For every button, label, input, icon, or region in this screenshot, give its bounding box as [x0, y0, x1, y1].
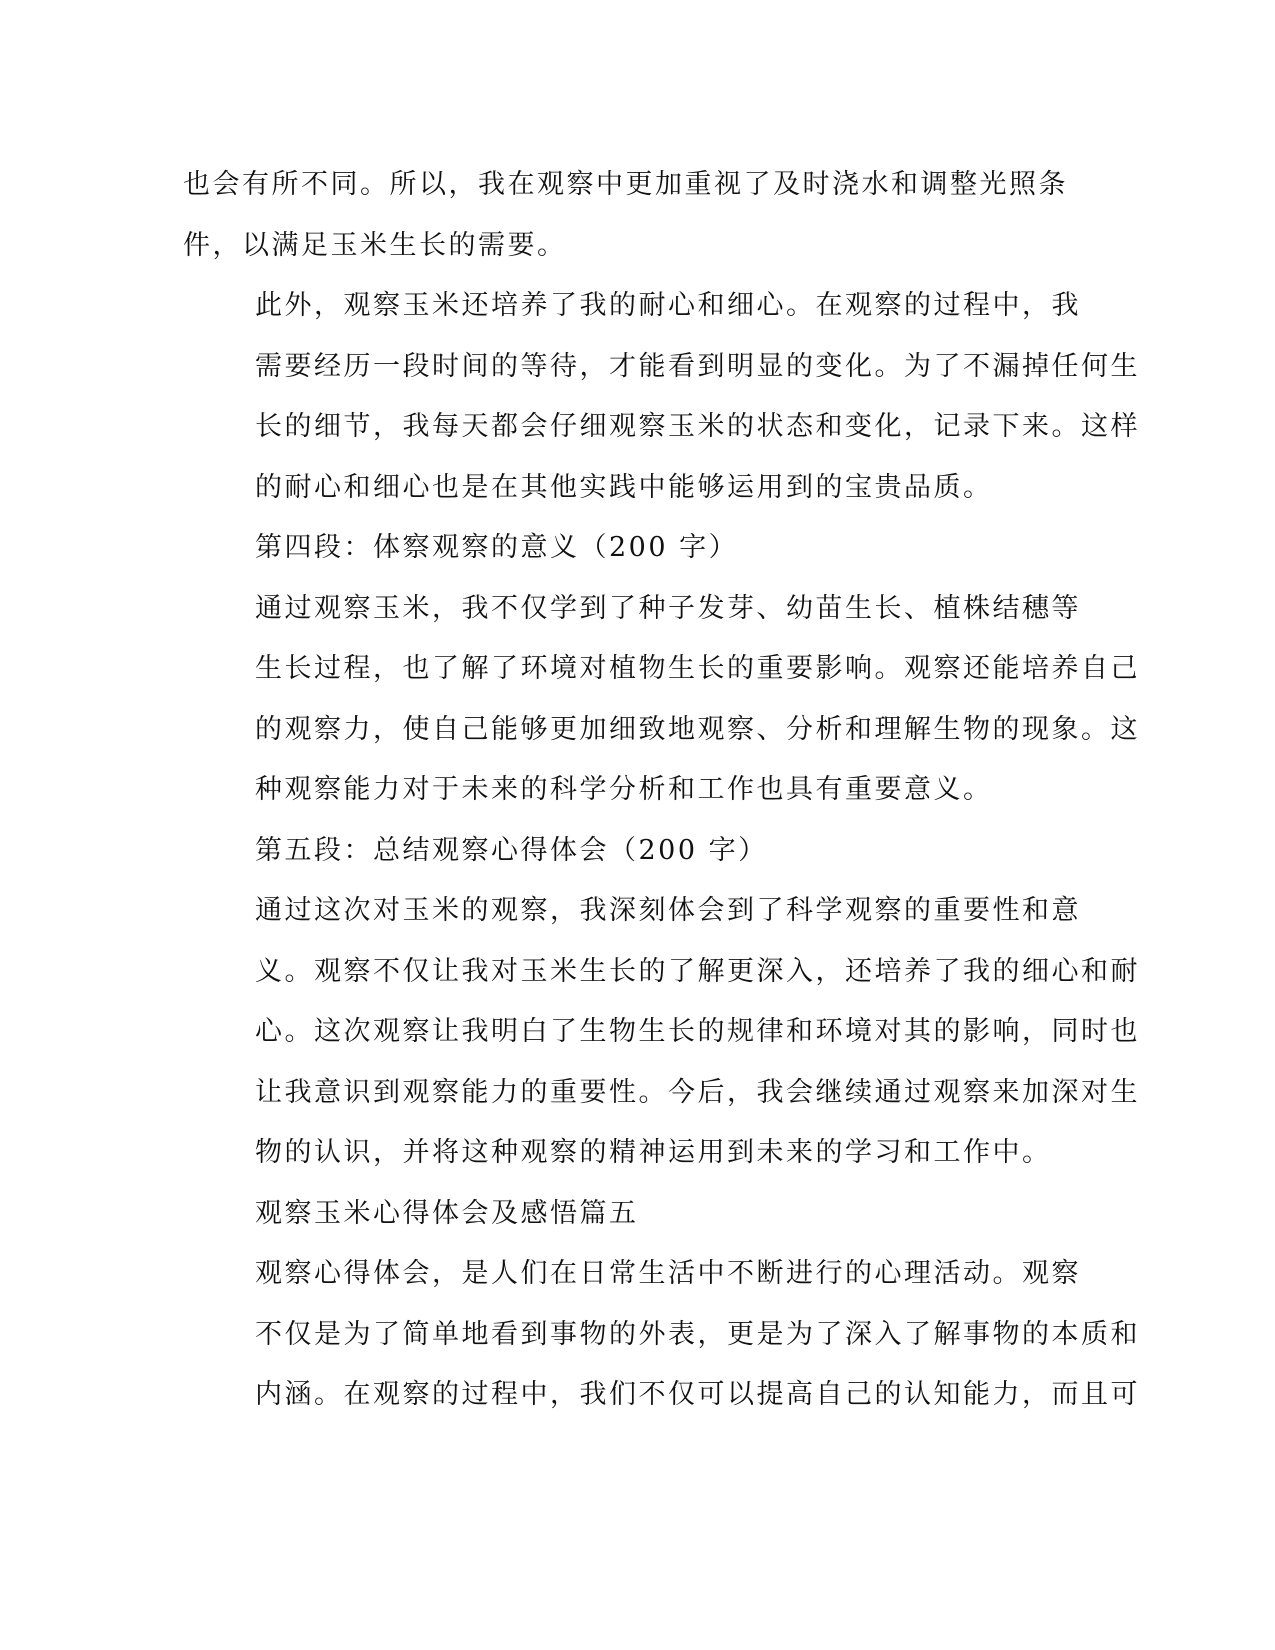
text-line: 观察心得体会，是人们在日常生活中不断进行的心理活动。观察	[255, 1258, 1081, 1289]
text-line: 内涵。在观察的过程中，我们不仅可以提高自己的认知能力，而且可	[255, 1379, 1140, 1410]
text-line: 需要经历一段时间的等待，才能看到明显的变化。为了不漏掉任何生	[255, 350, 1140, 382]
text-line: 通过这次对玉米的观察，我深刻体会到了科学观察的重要性和意	[255, 895, 1081, 926]
text-line: 心。这次观察让我明白了生物生长的规律和环境对其的影响，同时也	[255, 1016, 1140, 1047]
text-line: 此外，观察玉米还培养了我的耐心和细心。在观察的过程中，我	[255, 290, 1081, 321]
paragraph	[183, 881, 1140, 1184]
text-line: 也会有所不同。所以，我在观察中更加重视了及时浇水和调整光照条	[183, 169, 1068, 200]
paragraph	[183, 579, 1140, 821]
text-line: 的耐心和细心也是在其他实践中能够运用到的宝贵品质。	[255, 471, 993, 503]
paragraph	[183, 276, 1140, 518]
document-body	[183, 155, 1140, 1426]
paragraph	[183, 518, 1043, 579]
paragraph	[183, 155, 1068, 276]
text-line: 生长过程，也了解了环境对植物生长的重要影响。观察还能培养自己	[255, 653, 1140, 684]
paragraph	[183, 1184, 1043, 1245]
text-line: 观察玉米心得体会及感悟篇五	[255, 1197, 639, 1229]
paragraph	[183, 1244, 1140, 1426]
text-line: 第四段：体察观察的意义（200 字）	[255, 532, 739, 563]
text-line: 让我意识到观察能力的重要性。今后，我会继续通过观察来加深对生	[255, 1076, 1140, 1108]
text-line: 第五段：总结观察心得体会（200 字）	[255, 834, 768, 866]
text-line: 长的细节，我每天都会仔细观察玉米的状态和变化，记录下来。这样	[255, 411, 1140, 442]
text-line: 义。观察不仅让我对玉米生长的了解更深入，还培养了我的细心和耐	[255, 955, 1140, 987]
paragraph	[183, 821, 1043, 882]
text-line: 件，以满足玉米生长的需要。	[183, 229, 567, 261]
text-line: 不仅是为了简单地看到事物的外表，更是为了深入了解事物的本质和	[255, 1318, 1140, 1350]
text-line: 的观察力，使自己能够更加细致地观察、分析和理解生物的现象。这	[255, 713, 1140, 745]
text-line: 种观察能力对于未来的科学分析和工作也具有重要意义。	[255, 774, 993, 805]
text-line: 通过观察玉米，我不仅学到了种子发芽、幼苗生长、植株结穗等	[255, 592, 1081, 624]
text-line: 物的认识，并将这种观察的精神运用到未来的学习和工作中。	[255, 1137, 1052, 1168]
